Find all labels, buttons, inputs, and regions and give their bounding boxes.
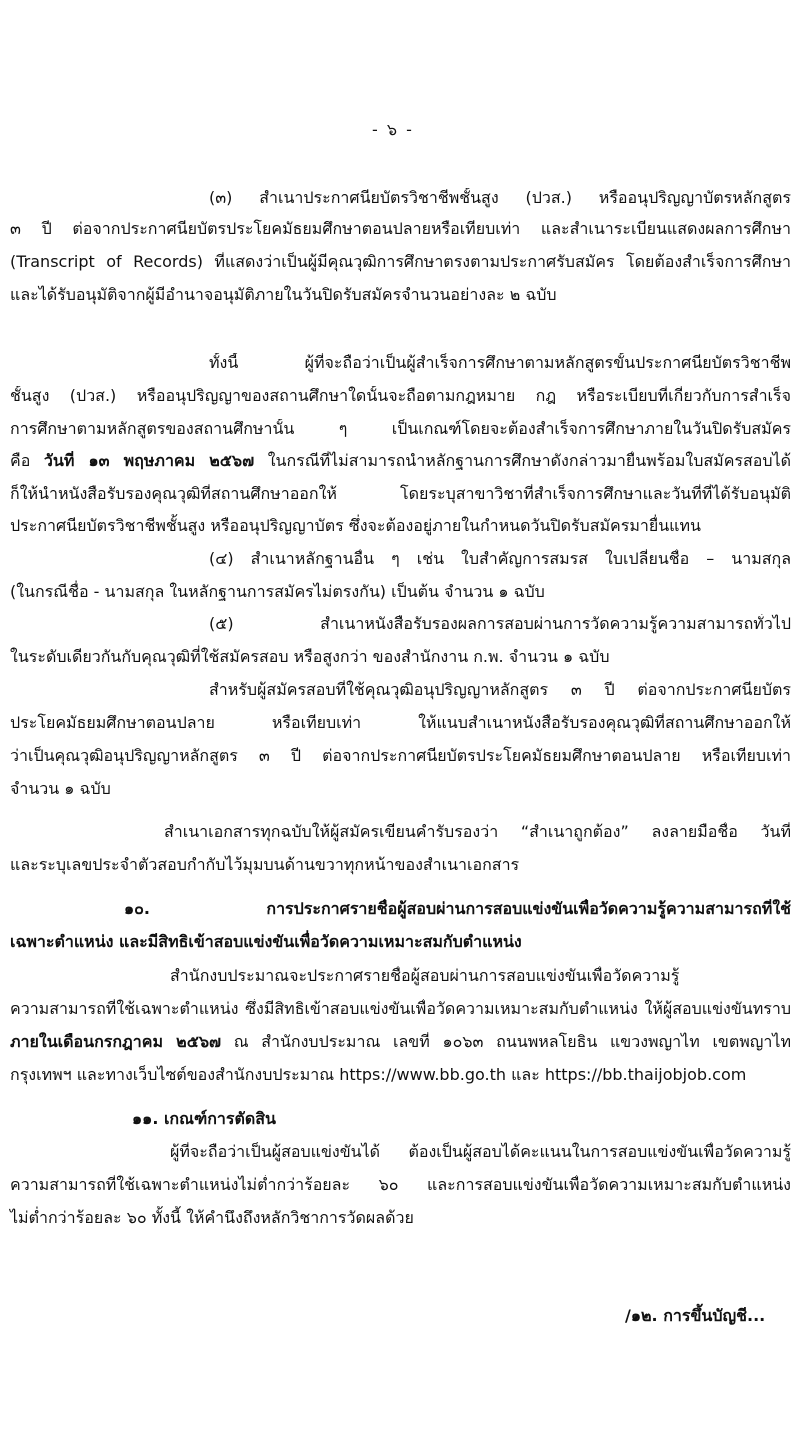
graduation-para-line-2: ชั้นสูง (ปวส.) หรืออนุปริญญาของสถานศึกษาใดนั้นจะถือตามกฎหมาย กฎ หรือระเบียบที่เกี่ยวกับการสำเร็จ bbox=[10, 386, 791, 405]
announcement-venue: ณ สำนักงบประมาณ เลขที่ ๑๐๖๓ ถนนพหลโยธิน แขวงพญาไท เขตพญาไท bbox=[221, 1032, 791, 1051]
section-10-line-2: ความสามารถที่ใช้เฉพาะตำแหน่ง ซึ่งมีสิทธิเข้าสอบแข่งขันเพื่อวัดความเหมาะสมกับตำแหน่ง ให้ผู้สอบแข่งขันทราบ bbox=[10, 999, 791, 1018]
closing-date-rest: ในกรณีที่ไม่สามารถนำหลักฐานการศึกษาดังกล่าวมายื่นพร้อมใบสมัครสอบได้ bbox=[254, 451, 791, 470]
associate-para-line-3: ว่าเป็นคุณวุฒิอนุปริญญาหลักสูตร ๓ ปี ต่อจากประกาศนียบัตรประโยคมัธยมศึกษาตอนปลาย หรือเทียบเท่า bbox=[10, 746, 791, 765]
associate-para-line-1: สำหรับผู้สมัครสอบที่ใช้คุณวุฒิอนุปริญญาหลักสูตร ๓ ปี ต่อจากประกาศนียบัตร bbox=[209, 680, 791, 699]
announcement-month: ภายในเดือนกรกฎาคม ๒๕๖๗ bbox=[10, 1032, 222, 1051]
page-number: - ๖ - bbox=[372, 120, 414, 139]
item-3-line-3: (Transcript of Records) ที่แสดงว่าเป็นผู้มีคุณวุฒิการศึกษาตรงตามประกาศรับสมัคร โดยต้องสำเร็จการศึกษา bbox=[10, 252, 791, 271]
graduation-para-line-4 bbox=[10, 451, 791, 473]
graduation-para-line-5: ก็ให้นำหนังสือรับรองคุณวุฒิที่สถานศึกษาออกให้ โดยระบุสาขาวิชาที่สำเร็จการศึกษาและวันที่ที่ได้รับอนุมัติ bbox=[10, 484, 791, 503]
section-11-line-3: ไม่ต่ำกว่าร้อยละ ๖๐ ทั้งนี้ ให้คำนึงถึงหลักวิชาการวัดผลด้วย bbox=[10, 1208, 414, 1227]
item-3-line-1: (๓) สำเนาประกาศนียบัตรวิชาชีพชั้นสูง (ปวส.) หรืออนุปริญญาบัตรหลักสูตร bbox=[209, 188, 791, 207]
section-10-line-1: สำนักงบประมาณจะประกาศรายชื่อผู้สอบผ่านการสอบแข่งขันเพื่อวัดความรู้ bbox=[170, 966, 680, 985]
certify-para-line-1: สำเนาเอกสารทุกฉบับให้ผู้สมัครเขียนคำรับรองว่า “สำเนาถูกต้อง” ลงลายมือชื่อ วันที่ bbox=[164, 822, 791, 841]
section-10-heading-line-2: เฉพาะตำแหน่ง และมีสิทธิเข้าสอบแข่งขันเพื่อวัดความเหมาะสมกับตำแหน่ง bbox=[10, 932, 522, 951]
associate-para-line-4: จำนวน ๑ ฉบับ bbox=[10, 779, 111, 798]
section-10-line-4: กรุงเทพฯ และทางเว็บไซต์ของสำนักงบประมาณ https://www.bb.go.th และ https://bb.thaijobjob.com bbox=[10, 1065, 747, 1084]
associate-para-line-2: ประโยคมัธยมศึกษาตอนปลาย หรือเทียบเท่า ให้แนบสำเนาหนังสือรับรองคุณวุฒิที่สถานศึกษาออกให้ bbox=[10, 713, 791, 732]
certify-para-line-2: และระบุเลขประจำตัวสอบกำกับไว้มุมบนด้านขวาทุกหน้าของสำเนาเอกสาร bbox=[10, 855, 520, 874]
item-4-line-1: (๔) สำเนาหลักฐานอื่น ๆ เช่น ใบสำคัญการสมรส ใบเปลี่ยนชื่อ – นามสกุล bbox=[209, 549, 791, 568]
closing-date-prefix: คือ bbox=[10, 451, 44, 470]
item-5-line-1: (๕) สำเนาหนังสือรับรองผลการสอบผ่านการวัดความรู้ความสามารถทั่วไป bbox=[209, 614, 791, 633]
item-5-line-2: ในระดับเดียวกันกับคุณวุฒิที่ใช้สมัครสอบ หรือสูงกว่า ของสำนักงาน ก.พ. จำนวน ๑ ฉบับ bbox=[10, 647, 610, 666]
section-10-heading-line-1: ๑๐. การประกาศรายชื่อผู้สอบผ่านการสอบแข่งขันเพื่อวัดความรู้ความสามารถที่ใช้ bbox=[124, 899, 791, 918]
section-11-heading: ๑๑. เกณฑ์การตัดสิน bbox=[132, 1109, 276, 1128]
next-section-footer: /๑๒. การขึ้นบัญชี... bbox=[625, 1306, 766, 1325]
graduation-para-line-3: การศึกษาตามหลักสูตรของสถานศึกษานั้น ๆ เป็นเกณฑ์โดยจะต้องสำเร็จการศึกษาภายในวันปิดรับสมัคร bbox=[10, 419, 791, 438]
section-10-line-3 bbox=[10, 1032, 791, 1054]
closing-date: วันที่ ๑๓ พฤษภาคม ๒๕๖๗ bbox=[43, 451, 255, 470]
item-3-line-4: และได้รับอนุมัติจากผู้มีอำนาจอนุมัติภายในวันปิดรับสมัครจำนวนอย่างละ ๒ ฉบับ bbox=[10, 285, 557, 304]
graduation-para-line-6: ประกาศนียบัตรวิชาชีพชั้นสูง หรืออนุปริญญาบัตร ซึ่งจะต้องอยู่ภายในกำหนดวันปิดรับสมัครมายื่นแทน bbox=[10, 516, 701, 535]
section-11-line-2: ความสามารถที่ใช้เฉพาะตำแหน่งไม่ต่ำกว่าร้อยละ ๖๐ และการสอบแข่งขันเพื่อวัดความเหมาะสมกับตำแหน่ง bbox=[10, 1175, 791, 1194]
item-3-line-2: ๓ ปี ต่อจากประกาศนียบัตรประโยคมัธยมศึกษาตอนปลายหรือเทียบเท่า และสำเนาระเบียนแสดงผลการศึกษา bbox=[10, 219, 791, 238]
item-4-line-2: (ในกรณีชื่อ - นามสกุล ในหลักฐานการสมัครไม่ตรงกัน) เป็นต้น จำนวน ๑ ฉบับ bbox=[10, 582, 545, 601]
section-11-line-1: ผู้ที่จะถือว่าเป็นผู้สอบแข่งขันได้ ต้องเป็นผู้สอบได้คะแนนในการสอบแข่งขันเพื่อวัดความรู้ bbox=[170, 1142, 791, 1161]
graduation-para-line-1: ทั้งนี้ ผู้ที่จะถือว่าเป็นผู้สำเร็จการศึกษาตามหลักสูตรขั้นประกาศนียบัตรวิชาชีพ bbox=[209, 353, 791, 372]
